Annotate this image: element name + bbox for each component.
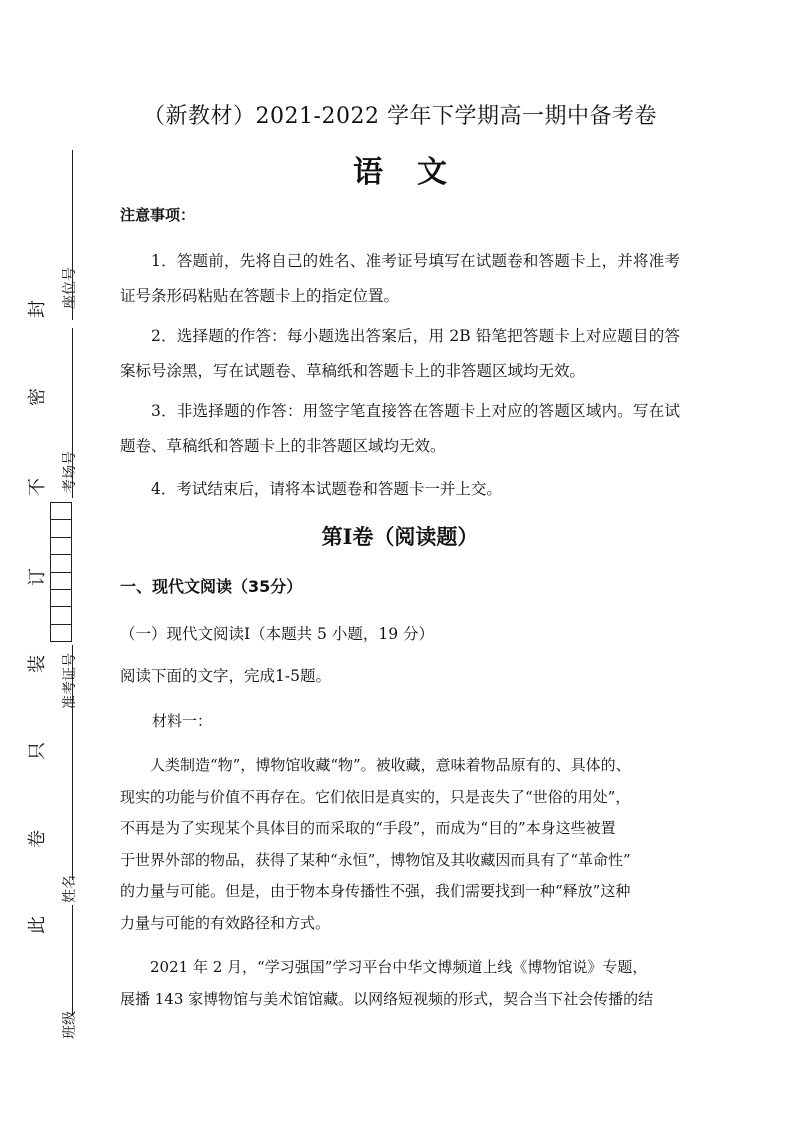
notice-heading: 注意事项：	[120, 206, 196, 224]
seal-char: 只	[27, 742, 48, 760]
text-line: 展播 143 家博物馆与美术馆馆藏。以网络短视频的形式，契合当下社会传播的结	[120, 989, 654, 1008]
material-one-text	[120, 750, 680, 939]
name-label: 姓名	[62, 875, 78, 903]
text-line: 不再是为了实现某个具体目的而采取的“手段”，而成为“目的”本身这些被置	[120, 819, 616, 837]
subsection-heading: （一）现代文阅读Ⅰ（本题共 5 小题，19 分）	[120, 625, 434, 643]
reading-instruction: 阅读下面的文字，完成1-5题。	[120, 667, 331, 685]
notice-item: 4．考试结束后，请将本试题卷和答题卡一并上交。	[151, 480, 502, 498]
seal-char: 装	[27, 655, 48, 673]
exam-title: （新教材）2021-2022 学年下学期高一期中备考卷	[143, 104, 657, 129]
seal-char: 密	[27, 388, 48, 406]
notice-item: 1．答题前，先将自己的姓名、准考证号填写在试题卷和答题卡上，并将准考证号条形码粘贴在答题卡上的指定位置。	[120, 252, 680, 305]
subject-title: 语文	[353, 155, 481, 190]
exam-id-label: 准考证号	[62, 653, 78, 709]
seal-char: 订	[27, 568, 48, 586]
material-label: 材料一：	[152, 712, 213, 730]
exam-id-grid	[50, 502, 72, 642]
material-two-text	[120, 952, 680, 1015]
text-line: 2021 年 2 月，“学习强国”学习平台中华文博频道上线《博物馆说》专题，	[150, 958, 648, 976]
seal-char: 不	[27, 478, 48, 496]
text-line: 现实的功能与价值不再存在。它们依旧是真实的，只是丧失了“世俗的用处”，	[120, 787, 631, 806]
seal-char: 封	[27, 300, 48, 318]
section-title: 第Ⅰ卷（阅读题）	[321, 524, 479, 549]
part-heading: 一、现代文阅读（35分）	[120, 577, 303, 596]
seal-char: 卷	[27, 830, 48, 848]
name-line	[72, 905, 73, 1015]
text-line: 力量与可能的有效路径和方式。	[120, 913, 331, 932]
text-line: 的力量与可能。但是，由于物本身传播性不强，我们需要找到一种“释放”这种	[120, 882, 631, 900]
seat-label: 座位号	[62, 267, 78, 309]
class-label: 班级	[62, 1011, 78, 1039]
seal-char: 此	[27, 916, 48, 934]
binding-margin	[0, 0, 110, 1123]
text-line: 人类制造“物”，博物馆收藏“物”。被收藏，意味着物品原有的、具体的、	[150, 756, 631, 774]
notice-item: 2．选择题的作答：每小题选出答案后，用 2B 铅笔把答题卡上对应题目的答案标号涂黑，写在试题卷、草稿纸和答题卡上的非答题区域均无效。	[120, 327, 680, 380]
notice-item: 3．非选择题的作答：用签字笔直接答在答题卡上对应的答题区域内。写在试题卷、草稿纸和答题卡上的非答题区域均无效。	[120, 402, 680, 455]
text-line: 于世界外部的物品，获得了某种“永恒”，博物馆及其收藏因而具有了“革命性”	[120, 850, 631, 869]
room-label: 考场号	[62, 451, 78, 493]
